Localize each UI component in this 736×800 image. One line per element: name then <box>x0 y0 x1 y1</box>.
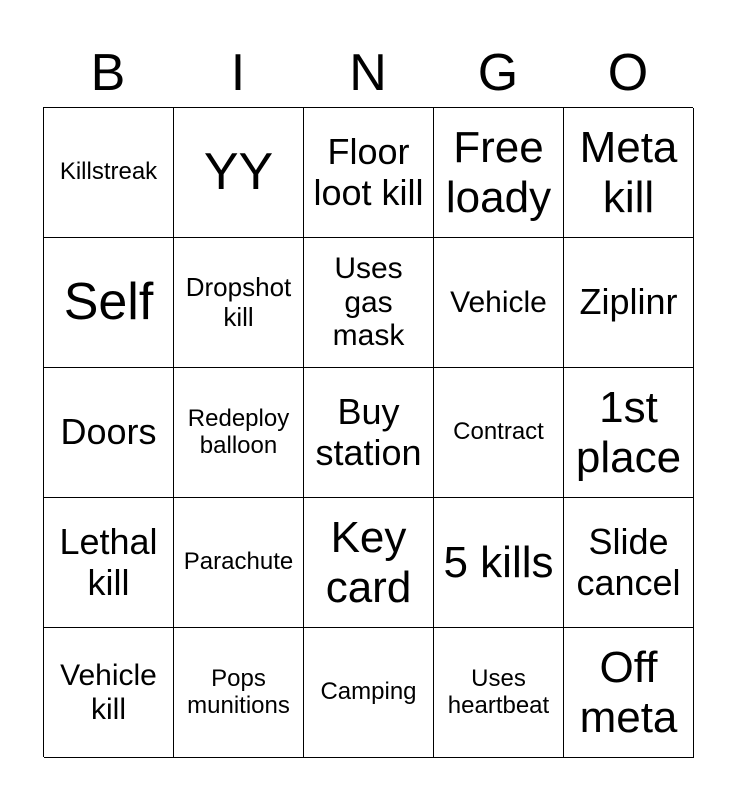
bingo-cell[interactable]: Ziplinr <box>564 238 694 368</box>
header-letter-b: B <box>90 44 126 102</box>
bingo-cell[interactable]: Killstreak <box>44 108 174 238</box>
bingo-cell[interactable]: Self <box>44 238 174 368</box>
bingo-cell[interactable]: Slide cancel <box>564 498 694 628</box>
bingo-cell[interactable]: Contract <box>434 368 564 498</box>
bingo-cell[interactable]: Off meta <box>564 628 694 758</box>
bingo-cell[interactable]: Uses gas mask <box>304 238 434 368</box>
bingo-cell[interactable]: Uses heartbeat <box>434 628 564 758</box>
bingo-cell[interactable]: Camping <box>304 628 434 758</box>
bingo-cell[interactable]: Lethal kill <box>44 498 174 628</box>
bingo-cell[interactable]: Free loady <box>434 108 564 238</box>
bingo-cell[interactable]: Redeploy balloon <box>174 368 304 498</box>
bingo-cell[interactable]: Vehicle kill <box>44 628 174 758</box>
bingo-cell[interactable]: Pops munitions <box>174 628 304 758</box>
bingo-cell[interactable]: Vehicle <box>434 238 564 368</box>
bingo-cell[interactable]: Buy station <box>304 368 434 498</box>
bingo-cell[interactable]: Dropshot kill <box>174 238 304 368</box>
bingo-card <box>43 107 693 757</box>
header-letter-g: G <box>477 44 519 102</box>
bingo-cell[interactable]: Doors <box>44 368 174 498</box>
bingo-header <box>43 40 693 106</box>
bingo-cell[interactable]: Key card <box>304 498 434 628</box>
header-letter-i: I <box>230 44 246 102</box>
header-letter-n: N <box>349 44 387 102</box>
bingo-cell[interactable]: Floor loot kill <box>304 108 434 238</box>
bingo-cell[interactable]: 5 kills <box>434 498 564 628</box>
header-letter-o: O <box>607 44 649 102</box>
bingo-cell[interactable]: Parachute <box>174 498 304 628</box>
bingo-cell[interactable]: 1st place <box>564 368 694 498</box>
bingo-cell[interactable]: Meta kill <box>564 108 694 238</box>
bingo-cell[interactable]: YY <box>174 108 304 238</box>
